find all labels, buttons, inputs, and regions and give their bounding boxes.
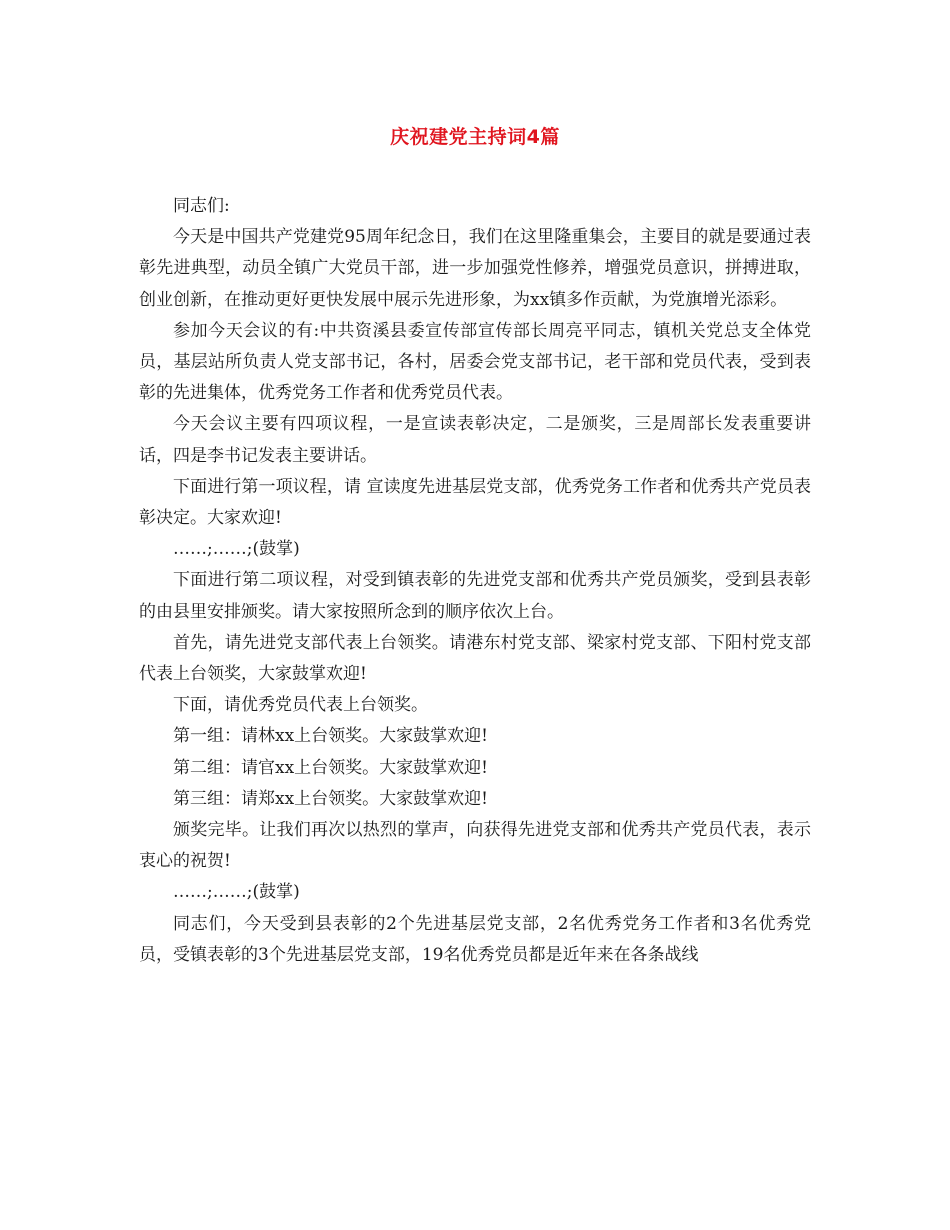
paragraph: 同志们: — [173, 196, 230, 216]
document-body — [139, 191, 811, 971]
paragraph: 下面进行第一项议程，请 宣读度先进基层党支部，优秀党务工作者和优秀共产党员表彰决定。大家欢迎! — [139, 476, 811, 529]
paragraph: 第三组：请郑xx上台领奖。大家鼓掌欢迎! — [173, 788, 489, 809]
paragraph: 下面，请优秀党员代表上台领奖。 — [173, 695, 428, 716]
paragraph: 第一组：请林xx上台领奖。大家鼓掌欢迎! — [173, 726, 489, 747]
document-title: 庆祝建党主持词4篇 — [390, 126, 560, 148]
paragraph: 下面进行第二项议程，对受到镇表彰的先进党支部和优秀共产党员颁奖，受到县表彰的由县里安排颁奖。请大家按照所念到的顺序依次上台。 — [139, 570, 811, 622]
paragraph: 今天会议主要有四项议程，一是宣读表彰决定，二是颁奖，三是周部长发表重要讲话，四是李书记发表主要讲话。 — [139, 414, 811, 466]
paragraph: 颁奖完毕。让我们再次以热烈的掌声，向获得先进党支部和优秀共产党员代表，表示衷心的祝贺! — [139, 820, 811, 872]
paragraph: 首先，请先进党支部代表上台领奖。请港东村党支部、梁家村党支部、下阳村党支部代表上台领奖，大家鼓掌欢迎! — [139, 632, 811, 685]
paragraph: 同志们，今天受到县表彰的2个先进基层党支部，2名优秀党务工作者和3名优秀党员，受镇表彰的3个先进基层党支部，19名优秀党员都是近年来在各条战线 — [139, 913, 811, 965]
paragraph: 第二组：请官xx上台领奖。大家鼓掌欢迎! — [173, 757, 489, 778]
paragraph: ……;……;(鼓掌) — [173, 539, 300, 560]
paragraph: ……;……;(鼓掌) — [173, 882, 300, 903]
paragraph: 参加今天会议的有:中共资溪县委宣传部宣传部长周亮平同志，镇机关党总支全体党员，基层站所负责人党支部书记，各村，居委会党支部书记，老干部和党员代表，受到表彰的先进集体，优秀党务工作者和优秀党员代表。 — [139, 320, 811, 404]
paragraph: 今天是中国共产党建党95周年纪念日，我们在这里隆重集会，主要目的就是要通过表彰先进典型，动员全镇广大党员干部，进一步加强党性修养，增强党员意识，拼搏进取，创业创新，在推动更好更快发展中展示先进形象，为xx镇多作贡献，为党旗增光添彩。 — [139, 227, 811, 310]
